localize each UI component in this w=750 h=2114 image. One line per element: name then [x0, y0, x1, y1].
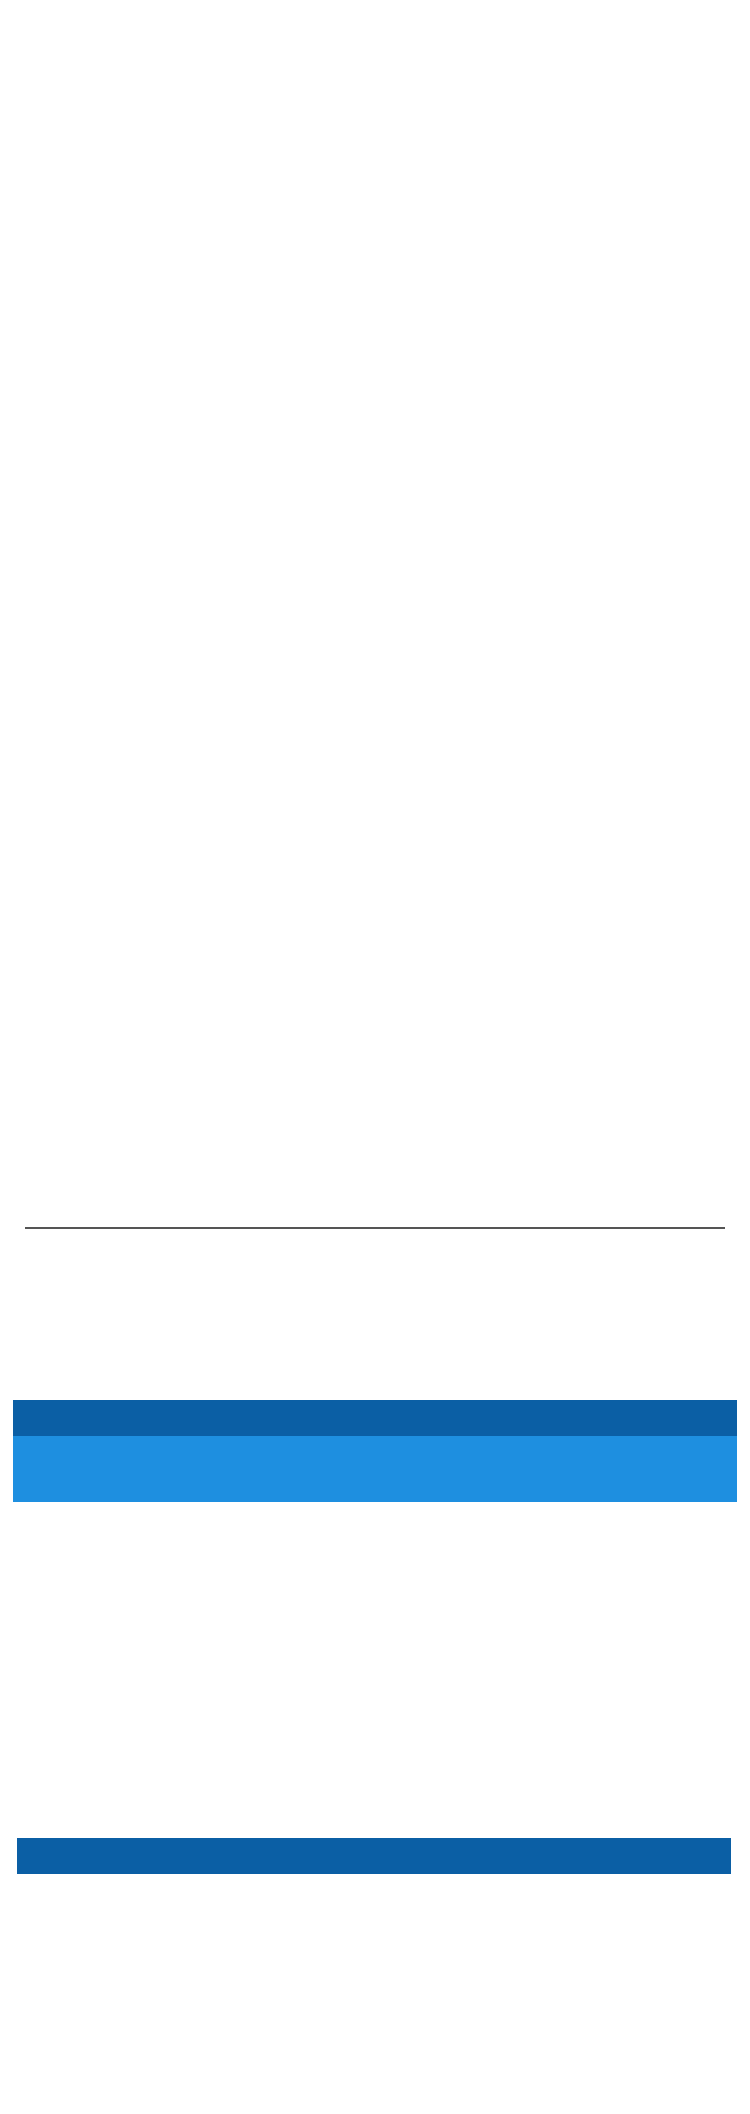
size-summary-table — [25, 1227, 725, 1229]
green-white-band — [13, 1480, 737, 1502]
segment-parameter-title — [13, 1400, 737, 1436]
chip-parameter-table — [17, 1838, 731, 1874]
model-band — [13, 1436, 737, 1458]
chip-parameter-title — [17, 1838, 731, 1874]
segment-parameter-table — [13, 1400, 737, 1502]
red-yellow-band — [13, 1458, 737, 1480]
